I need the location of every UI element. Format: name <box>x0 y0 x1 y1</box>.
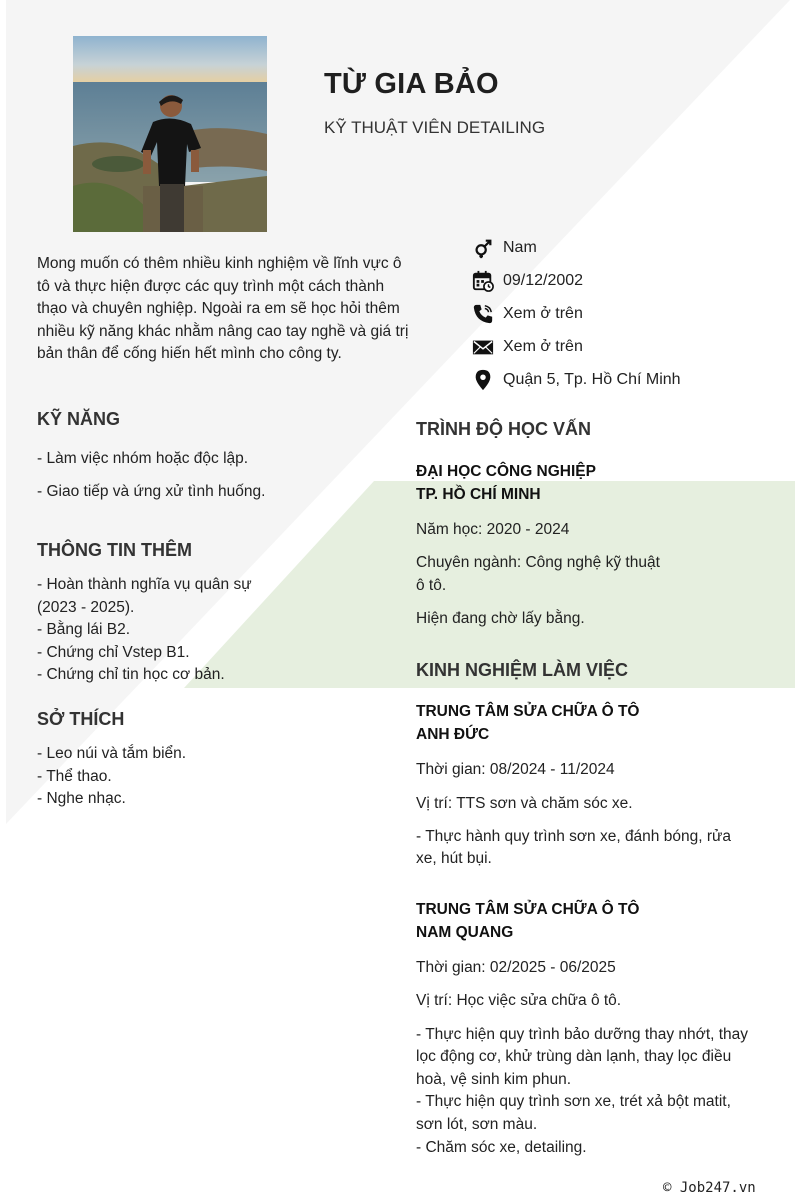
job-position: Vị trí: TTS sơn và chăm sóc xe. <box>416 794 633 812</box>
calendar-icon <box>472 270 494 292</box>
contact-info <box>472 231 681 396</box>
hobby-item: - Nghe nhạc. <box>37 790 126 808</box>
location-pin-icon <box>472 369 494 391</box>
phone-value: Xem ở trên <box>503 304 583 322</box>
job-period: Thời gian: 02/2025 - 06/2025 <box>416 959 616 976</box>
job-detail: - Thực hiện quy trình bảo dưỡng thay nhớt, thay <box>416 1025 749 1043</box>
company-name: TRUNG TÂM SỬA CHỮA Ô TÔ <box>416 703 640 720</box>
experience-heading: KINH NGHIỆM LÀM VIỆC <box>416 660 629 680</box>
hobbies-list <box>37 743 186 811</box>
skill-item: - Làm việc nhóm hoặc độc lập. <box>37 450 249 467</box>
job-detail: hoà, vệ sinh kim phun. <box>416 1070 572 1088</box>
company-name-line2: ANH ĐỨC <box>416 726 490 743</box>
address-value: Quận 5, Tp. Hồ Chí Minh <box>503 370 681 388</box>
job-detail: - Thực hiện quy trình sơn xe, trét xả bột matit, <box>416 1093 731 1111</box>
hobbies-heading: SỞ THÍCH <box>37 709 125 729</box>
experience-entry-2 <box>416 898 788 1159</box>
gender-value: Nam <box>503 238 537 256</box>
job-detail: xe, hút bụi. <box>416 850 492 868</box>
contact-address <box>472 363 681 396</box>
job-period: Thời gian: 08/2024 - 11/2024 <box>416 761 615 778</box>
school-name-line2: TP. HỒ CHÍ MINH <box>416 486 541 503</box>
contact-gender <box>472 231 681 264</box>
job-detail: - Thực hành quy trình sơn xe, đánh bóng, rửa <box>416 827 731 845</box>
email-value: Xem ở trên <box>503 337 583 355</box>
email-icon <box>472 336 494 358</box>
job-position: Vị trí: Học việc sửa chữa ô tô. <box>416 992 622 1010</box>
study-years: Năm học: 2020 - 2024 <box>416 521 570 538</box>
school-name: ĐẠI HỌC CÔNG NGHIỆP <box>416 463 596 480</box>
education-status: Hiện đang chờ lấy bằng. <box>416 610 585 628</box>
job-title: KỸ THUẬT VIÊN DETAILING <box>324 118 546 137</box>
job-detail: - Chăm sóc xe, detailing. <box>416 1138 587 1156</box>
birthday-value: 09/12/2002 <box>503 271 584 289</box>
extra-info-line: - Bằng lái B2. <box>37 621 131 639</box>
extra-info-line: - Chứng chỉ Vstep B1. <box>37 643 190 661</box>
extra-info-heading: THÔNG TIN THÊM <box>37 540 192 560</box>
company-name: TRUNG TÂM SỬA CHỮA Ô TÔ <box>416 901 640 918</box>
candidate-name: TỪ GIA BẢO <box>324 68 499 100</box>
education-heading: TRÌNH ĐỘ HỌC VẤN <box>416 419 591 439</box>
hobby-item: - Thể thao. <box>37 767 112 785</box>
contact-phone <box>472 297 681 330</box>
skills-heading: KỸ NĂNG <box>37 409 121 429</box>
major-line2: ô tô. <box>416 576 447 594</box>
hobby-item: - Leo núi và tắm biển. <box>37 745 187 762</box>
experience-entry-1 <box>416 700 788 871</box>
profile-photo <box>73 36 267 232</box>
contact-email <box>472 330 681 363</box>
major: Chuyên ngành: Công nghệ kỹ thuật <box>416 554 660 572</box>
education-entry <box>416 460 786 631</box>
job-detail: lọc động cơ, khử trùng dàn lạnh, thay lọc điều <box>416 1048 732 1066</box>
phone-icon <box>472 303 494 325</box>
career-objective: Mong muốn có thêm nhiều kinh nghiệm về lĩnh vực ô tô và thực hiện được các quy trình một cách thành thạo và chuyên nghiệp. Ngoài ra em sẽ học hỏi thêm nhiều kỹ năng khác nhằm nâng cao tay nghề và giá trị bản thân để cống hiến hết mình cho công ty. <box>37 255 409 363</box>
contact-birthday <box>472 264 681 297</box>
skills-list <box>37 448 265 504</box>
skill-item: - Giao tiếp và ứng xử tình huống. <box>37 483 266 501</box>
extra-info-line: - Hoàn thành nghĩa vụ quân sự <box>37 576 252 593</box>
copyright-footer: © Job247.vn <box>663 1180 756 1196</box>
job-detail: sơn lót, sơn màu. <box>416 1116 538 1134</box>
extra-info-list <box>37 574 252 687</box>
extra-info-line: - Chứng chỉ tin học cơ bản. <box>37 666 225 684</box>
extra-info-line: (2023 - 2025). <box>37 598 135 616</box>
company-name-line2: NAM QUANG <box>416 924 514 941</box>
gender-icon <box>472 237 494 259</box>
